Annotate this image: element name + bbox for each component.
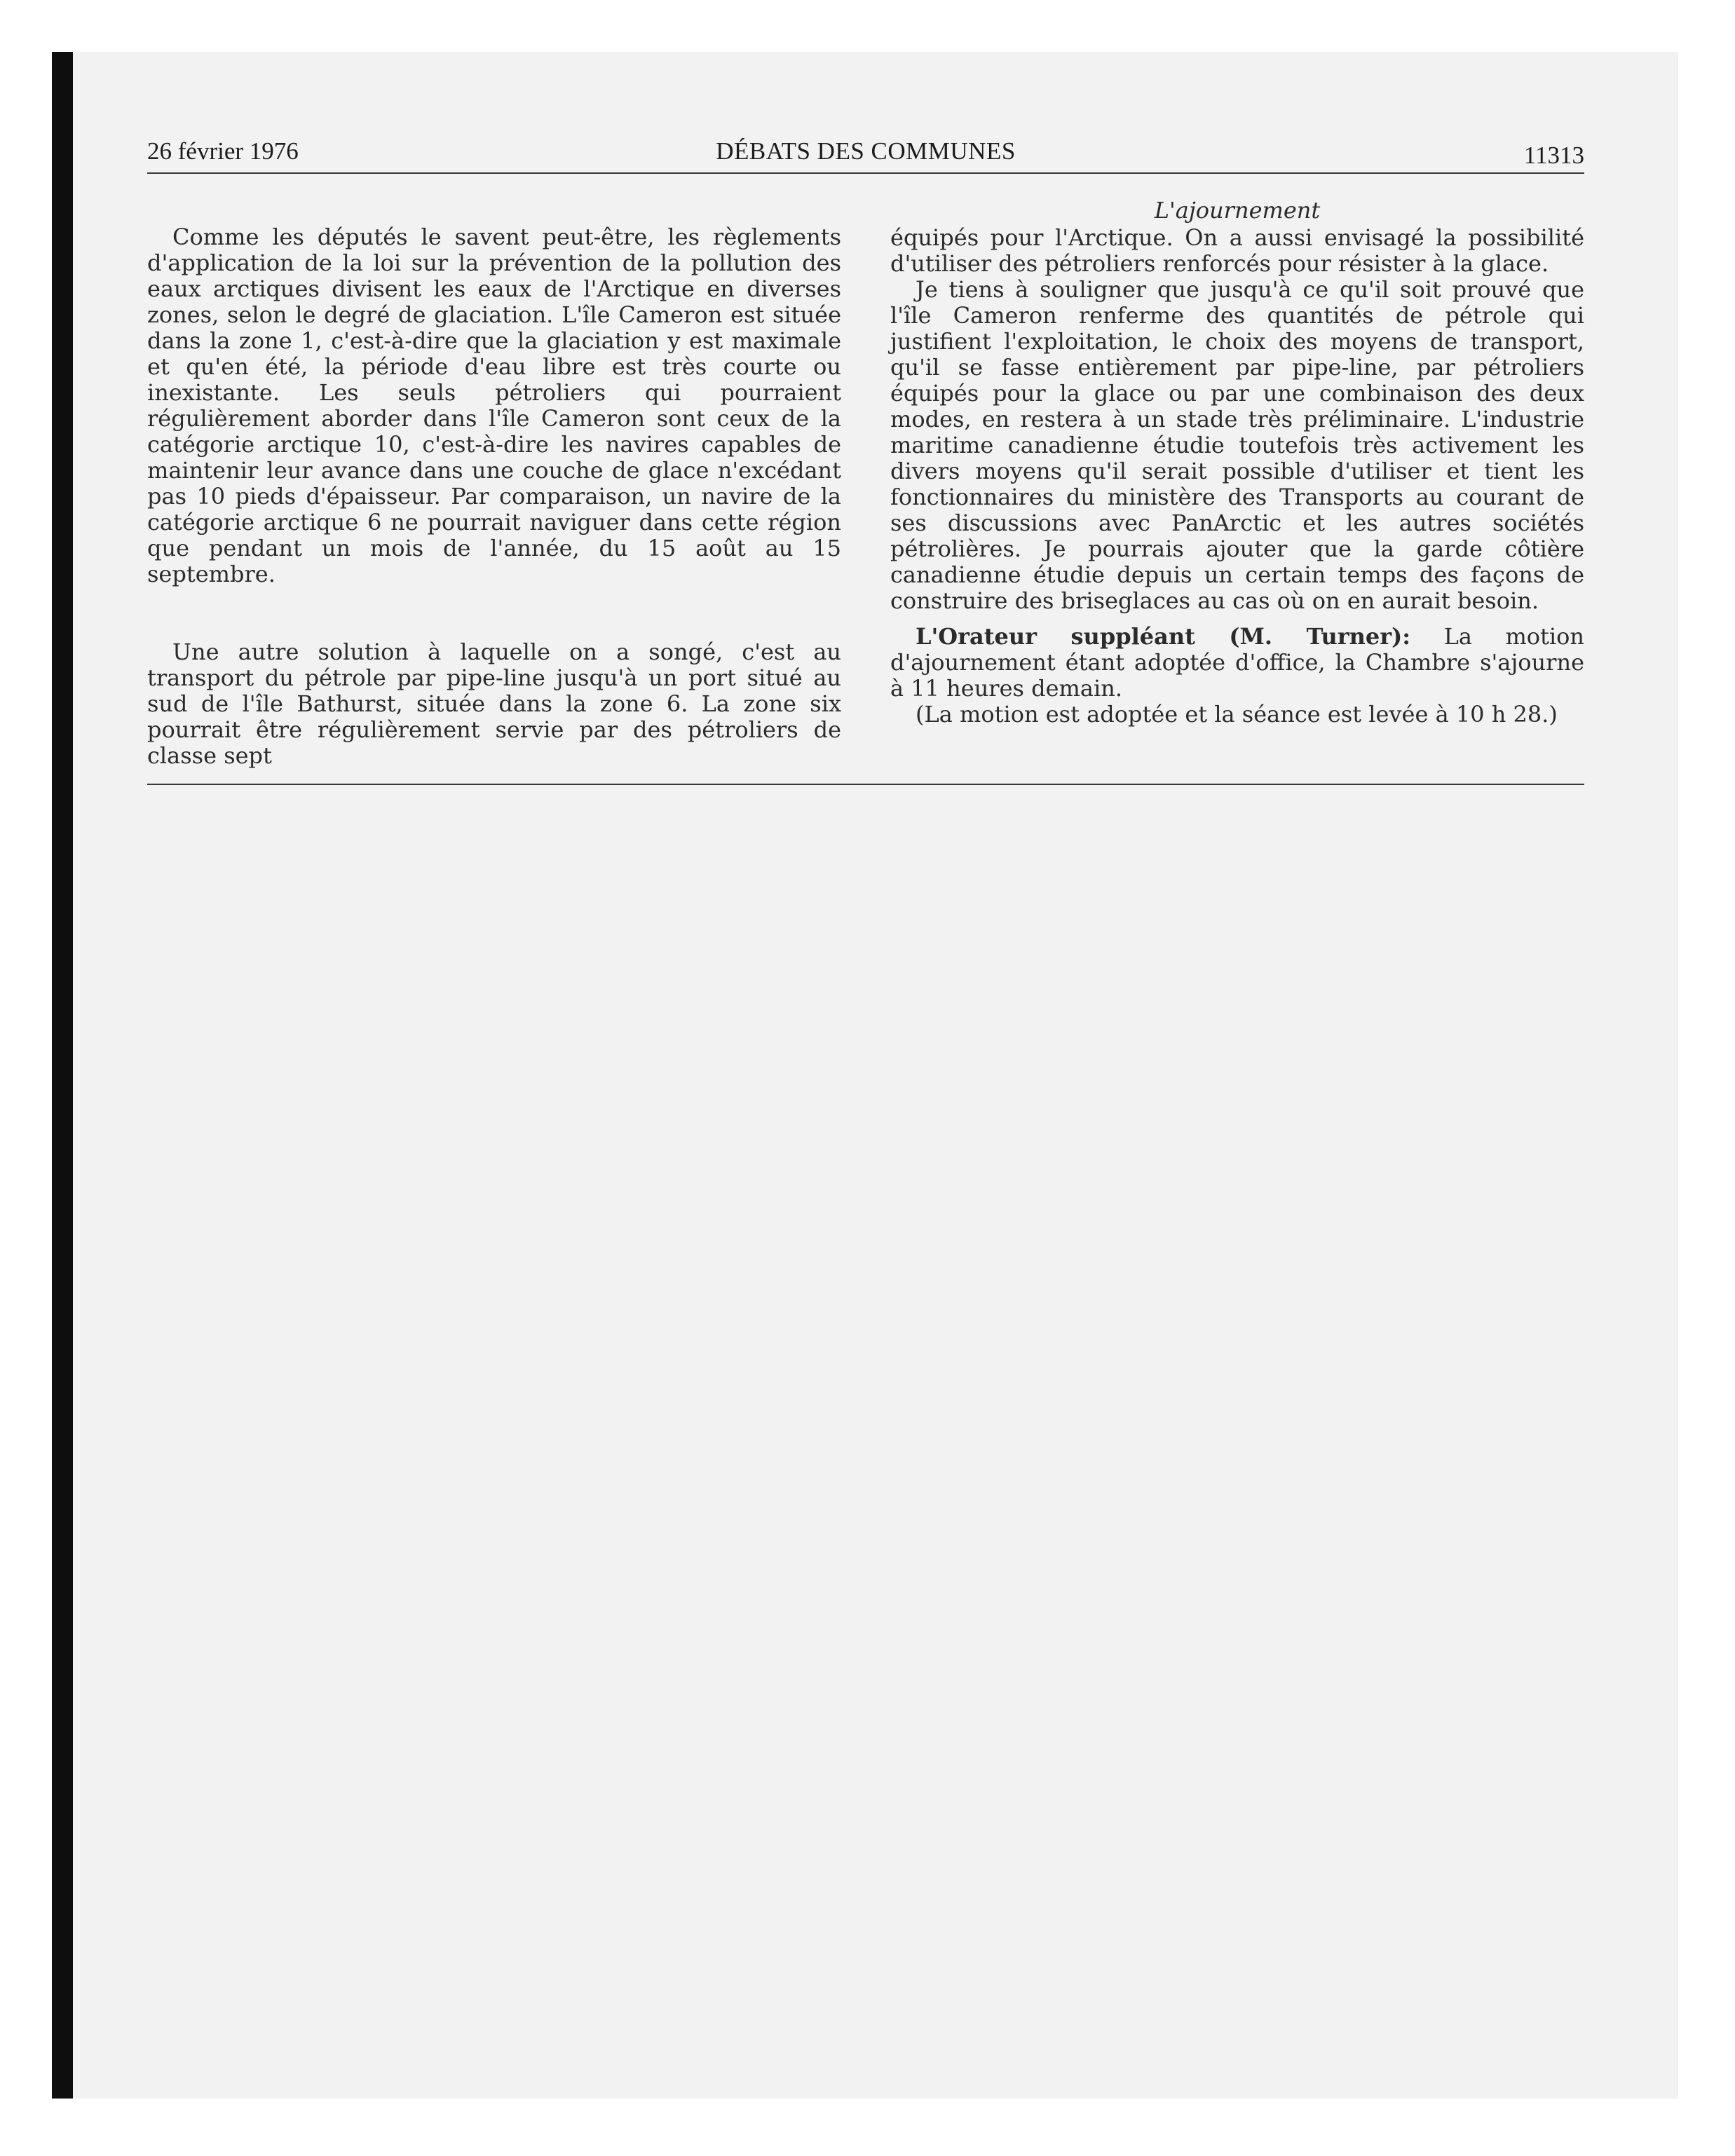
section-title: L'ajournement <box>1154 197 1321 224</box>
page-header <box>147 133 1584 170</box>
right-paragraph-3 <box>890 624 1584 702</box>
left-paragraph-1: Comme les députés le savent peut-être, les règlements d'application de la loi sur la prévention de la pollution des eaux arctiques divisent les eaux de l'Arctique en diverses zones, selon le degré de glaciation. L'île Cameron est située dans la zone 1, c'est-à-dire que la glaciation y est maximale et qu'en été, la période d'eau libre est très courte ou inexistante. Les seuls pétroliers qui pourraient régulièrement aborder dans l'île Cameron sont ceux de la catégorie arctique 10, c'est-à-dire les navires capables de maintenir leur avance dans une couche de glace n'excédant pas 10 pieds d'épaisseur. Par comparaison, un navire de la catégorie arctique 6 ne pourrait naviguer dans cette région que pendant un mois de l'année, du 15 août au 15 septembre. <box>147 224 841 587</box>
right-paragraph-1: équipés pour l'Arctique. On a aussi envisagé la possibilité d'utiliser des pétroliers renforcés pour résister à la glace. <box>890 224 1584 277</box>
header-page-number: 11313 <box>1523 142 1584 169</box>
speaker-name: L'Orateur suppléant (M. Turner): <box>916 623 1411 650</box>
header-rule <box>147 172 1584 174</box>
speaker-text: La motion d'ajournement étant adoptée d'office, la Chambre s'ajourne à 11 heures demain. <box>890 623 1585 702</box>
scan-border <box>52 52 73 2099</box>
closing-note: (La motion est adoptée et la séance est levée à 10 h 28.) <box>916 701 1558 728</box>
right-paragraph-2: Je tiens à souligner que jusqu'à ce qu'il soit prouvé que l'île Cameron renferme des quantités de pétrole qui justifient l'exploitation, le choix des moyens de transport, qu'il se fasse entièrement par pipe-line, par pétroliers équipés pour la glace ou par une combinaison des deux modes, en restera à un stade très préliminaire. L'industrie maritime canadienne étudie toutefois très activement les divers moyens qu'il serait possible d'utiliser et tient les fonctionnaires du ministère des Transports au courant de ses discussions avec PanArctic et les autres sociétés pétrolières. Je pourrais ajouter que la garde côtière canadienne étudie depuis un certain temps des façons de construire des briseglaces au cas où on en aurait besoin. <box>890 276 1584 614</box>
header-date: 26 février 1976 <box>147 137 299 165</box>
left-paragraph-2: Une autre solution à laquelle on a songé, c'est au transport du pétrole par pipe-line jusqu'à un port situé au sud de l'île Bathurst, située dans la zone 6. La zone six pourrait être régulièrement servie par des pétroliers de classe sept <box>147 639 841 769</box>
right-column <box>890 198 1584 728</box>
footer-rule <box>147 784 1584 785</box>
header-journal-title: DÉBATS DES COMMUNES <box>716 137 1016 165</box>
left-column <box>147 224 841 769</box>
